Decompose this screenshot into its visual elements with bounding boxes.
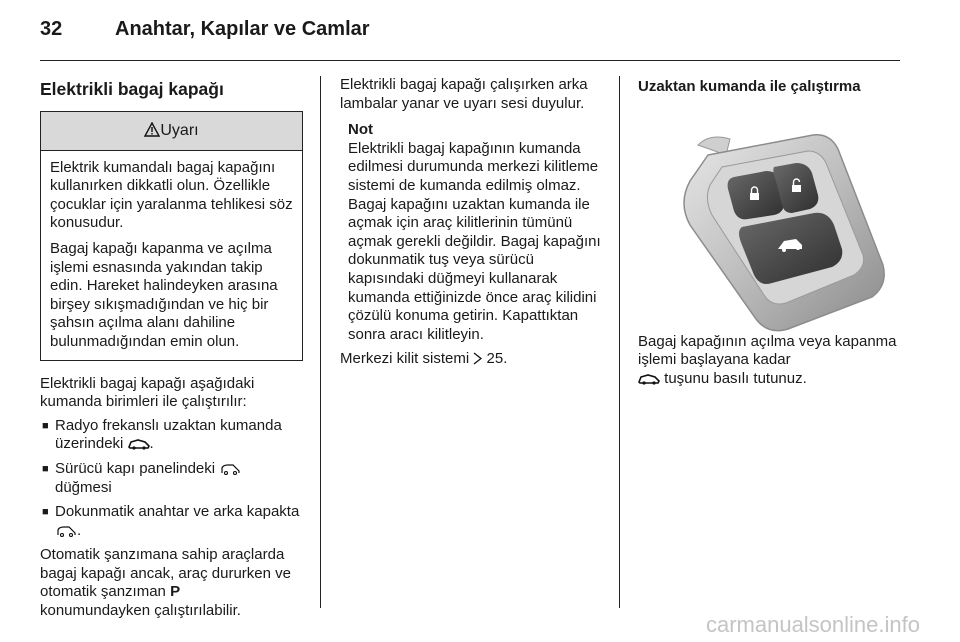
caption-end: tuşunu basılı tutunuz. <box>664 369 807 387</box>
note-title: Not <box>348 121 373 139</box>
page-number: 32 <box>40 18 63 40</box>
trunk-open-icon <box>55 525 77 537</box>
list-item <box>40 503 303 540</box>
gear-position: P <box>170 583 181 601</box>
warning-paragraph-1: Elektrik kumandalı bagaj kapağını kullanırken dikkatli olun. Özellikle çocuklar için yaralanma tehlikesi söz konusudur. <box>50 158 293 232</box>
list-item-text: Radyo frekanslı uzaktan kumanda üzerindeki <box>55 416 282 453</box>
list-item-text: Sürücü kapı panelindeki <box>55 459 216 477</box>
page-header <box>40 18 370 41</box>
control-list <box>40 417 303 541</box>
chapter-title: Anahtar, Kapılar ve Camlar <box>115 18 370 40</box>
reference-page: 25. <box>486 350 508 368</box>
warning-box <box>40 111 303 361</box>
column-2 <box>340 76 605 369</box>
section-title: Elektrikli bagaj kapağı <box>40 79 224 99</box>
trunk-open-icon <box>219 463 241 475</box>
car-tailgate-icon <box>638 373 660 385</box>
warning-paragraph-2: Bagaj kapağı kapanma ve açılma işlemi esnasında yakından takip edin. Hareket halindeyken arasına birşey sıkışmadığından ve hiç bir şahsın açılma alanı dahiline bulunmadığından emin olun. <box>50 239 278 350</box>
intro-paragraph: Elektrikli bagaj kapağı aşağıdaki kumanda birimleri ile çalıştırılır: <box>40 374 255 411</box>
auto-transmission-paragraph <box>40 546 303 620</box>
subsection-title: Uzaktan kumanda ile çalıştırma <box>638 78 861 95</box>
watermark: carmanualsonline.info <box>705 612 920 637</box>
list-item-end: . <box>149 435 154 453</box>
warning-label: Uyarı <box>160 121 199 139</box>
column-divider <box>619 76 620 608</box>
column-3 <box>638 76 903 388</box>
list-item-end: düğmesi <box>55 478 112 496</box>
auto-text: Otomatik şanzımana sahip araçlarda bagaj kapağı ancak, araç dururken ve otomatik şanzıman <box>40 546 291 601</box>
auto-text-end: konumundayken çalıştırılabilir. <box>40 602 241 620</box>
cross-reference <box>340 350 605 369</box>
list-item-text: Dokunmatik anahtar ve arka kapakta <box>55 503 300 521</box>
remote-key-illustration <box>638 115 900 333</box>
caption-text: Bagaj kapağının açılma veya kapanma işlemi başlayana kadar <box>638 332 897 369</box>
list-item-end: . <box>77 521 82 539</box>
note-text: Elektrikli bagaj kapağının kumanda edilmesi durumunda merkezi kilitleme sistemi de kumanda edilmiş olmaz. Bagaj kapağını uzaktan kumanda ile açmak için araç kilitlerinin tümünü açmak gerekli değildir. Bagaj kapağını dokunmatik tuş veya sürücü kapısındaki düğmeyi kullanarak kumanda ettiğinizde önce araç kilidini çözülü konuma getirin. Kapattıktan sonra aracı kilitleyin. <box>348 139 601 343</box>
note-block <box>340 121 605 344</box>
warning-header <box>41 112 302 151</box>
warning-triangle-icon <box>144 122 160 137</box>
page-ref-arrow-icon <box>473 352 482 365</box>
list-item <box>40 460 303 497</box>
warning-body <box>41 151 302 360</box>
header-rule <box>40 60 900 61</box>
col2-paragraph: Elektrikli bagaj kapağı çalışırken arka lambalar yanar ve uyarı sesi duyulur. <box>340 76 588 112</box>
column-1 <box>40 76 303 621</box>
column-divider <box>320 76 321 608</box>
car-tailgate-icon <box>128 438 150 450</box>
caption-paragraph <box>638 333 903 389</box>
reference-text: Merkezi kilit sistemi <box>340 350 470 368</box>
list-item <box>40 417 303 454</box>
